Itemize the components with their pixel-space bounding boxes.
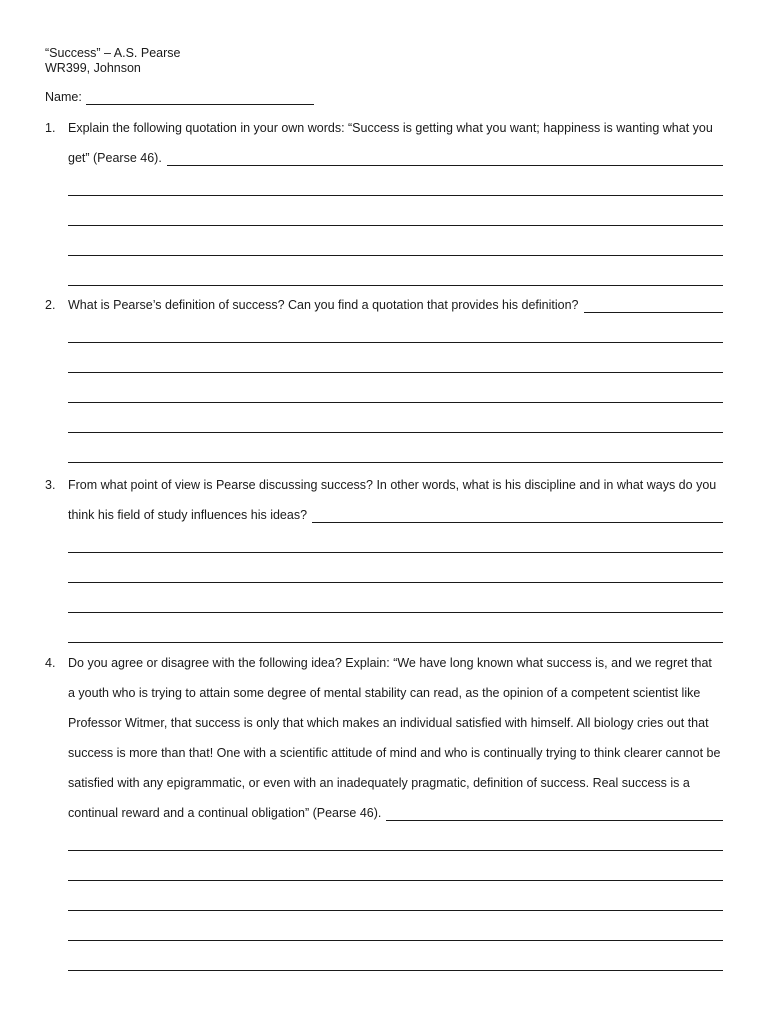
answer-line[interactable] [68,256,723,286]
answer-line[interactable] [68,821,723,851]
question-text [68,298,723,463]
question-line: What is Pearse’s definition of success? Can you find a quotation that provides his definition? [68,298,579,312]
answer-line[interactable] [68,613,723,643]
question-line: get” (Pearse 46). [68,151,162,165]
question-text [68,121,723,286]
name-label: Name: [45,90,82,104]
question-number: 4. [45,656,56,670]
answer-line[interactable] [68,851,723,881]
answer-line[interactable] [68,403,723,433]
answer-blank[interactable] [584,300,724,313]
answer-line[interactable] [68,881,723,911]
course-label: WR399, Johnson [45,61,141,75]
answer-line[interactable] [68,373,723,403]
answer-line[interactable] [68,553,723,583]
answer-line[interactable] [68,941,723,971]
question-line: Explain the following quotation in your own words: “Success is getting what you want; happiness is wanting what you [68,121,713,135]
question-line: satisfied with any epigrammatic, or even with an inadequately pragmatic, definition of success. Real success is a [68,776,690,790]
question-line: Professor Witmer, that success is only that which makes an individual satisfied with himself. All biology cries out that [68,716,709,730]
question-number: 2. [45,298,56,312]
answer-line[interactable] [68,523,723,553]
answer-line[interactable] [68,313,723,343]
question-number: 1. [45,121,56,135]
answer-line[interactable] [68,433,723,463]
question-line: success is more than that! One with a scientific attitude of mind and who is continually trying to think clearer cannot be [68,746,721,760]
question-text [68,478,723,643]
answer-line[interactable] [68,226,723,256]
answer-blank[interactable] [386,808,723,821]
name-row [45,90,314,105]
name-field[interactable] [86,90,314,105]
question-text [68,656,723,971]
question-line: a youth who is trying to attain some degree of mental stability can read, as the opinion of a competent scientist like [68,686,701,700]
answer-blank[interactable] [312,510,723,523]
answer-line[interactable] [68,343,723,373]
question-line: think his field of study influences his ideas? [68,508,308,522]
question-line: Do you agree or disagree with the following idea? Explain: “We have long known what success is, and we regret that [68,656,712,670]
answer-blank[interactable] [167,153,723,166]
answer-line[interactable] [68,196,723,226]
question-line: From what point of view is Pearse discussing success? In other words, what is his discipline and in what ways do you [68,478,717,492]
answer-line[interactable] [68,166,723,196]
answer-line[interactable] [68,911,723,941]
answer-line[interactable] [68,583,723,613]
question-line: continual reward and a continual obligation” (Pearse 46). [68,806,382,820]
worksheet-title: “Success” – A.S. Pearse [45,46,181,60]
question-number: 3. [45,478,56,492]
